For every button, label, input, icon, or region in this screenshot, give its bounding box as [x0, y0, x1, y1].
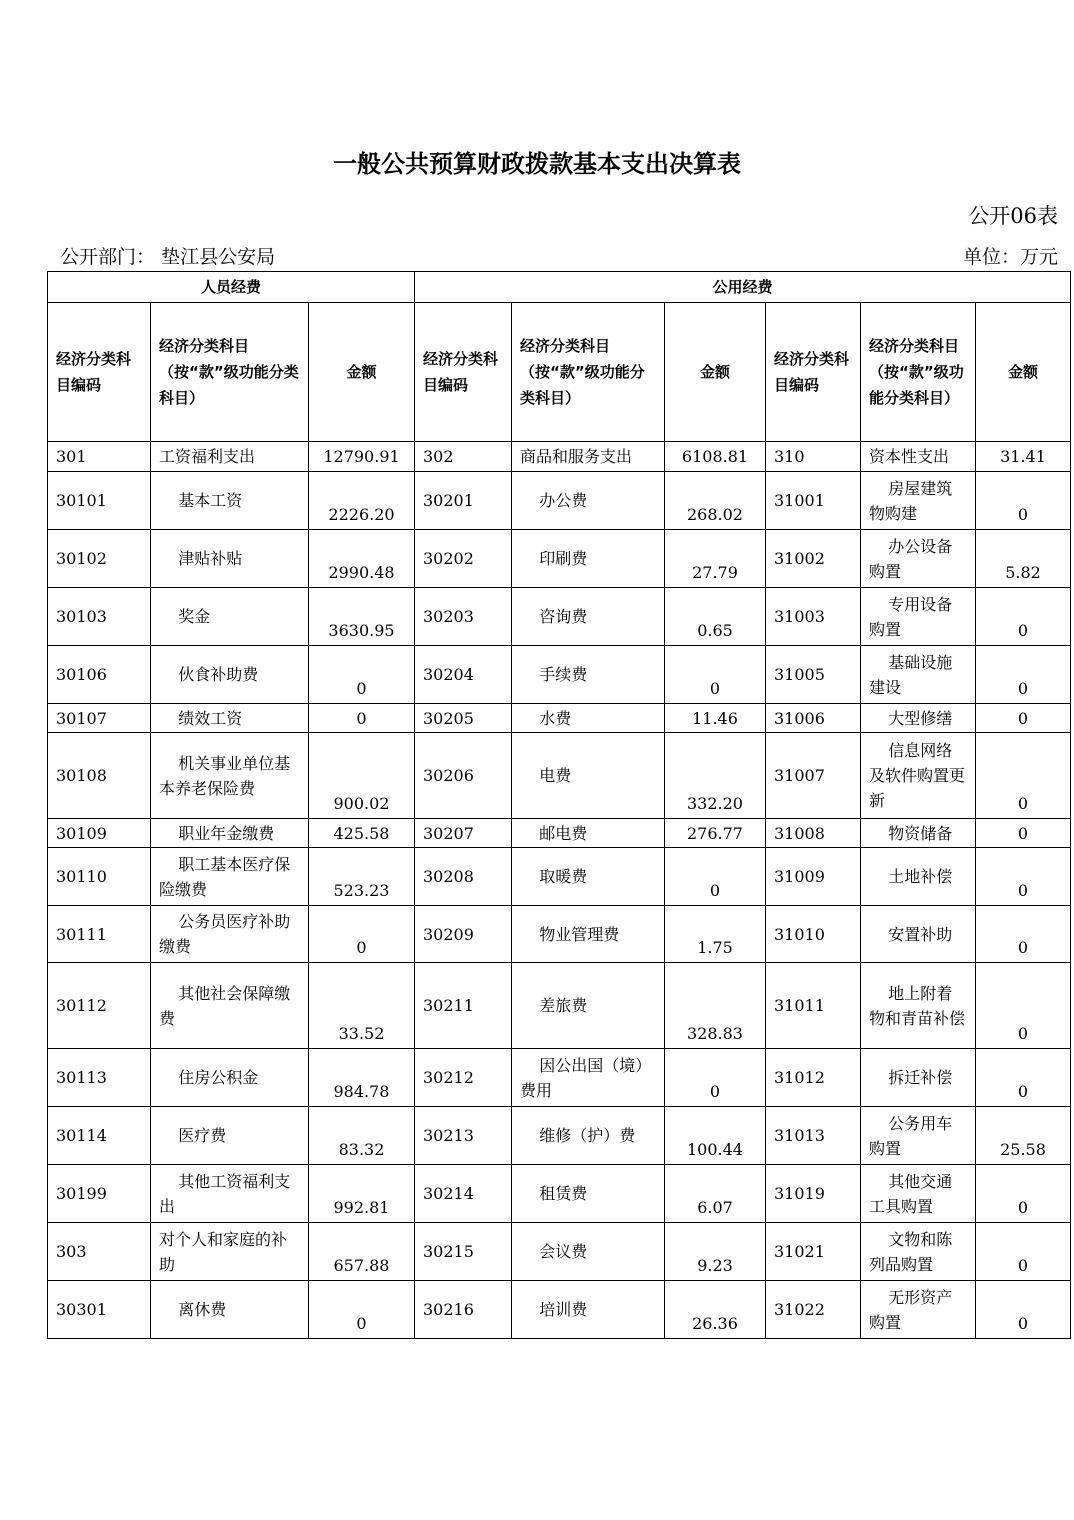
personnel-subject: 公务员医疗补助缴费: [151, 906, 309, 963]
table-row: [48, 906, 1071, 963]
table-row: [48, 646, 1071, 704]
public-code: 30206: [415, 733, 512, 819]
capital-amount: 0: [976, 646, 1071, 704]
public-amount: 1.75: [665, 906, 766, 963]
capital-amount: 31.41: [976, 442, 1071, 472]
table-row: [48, 1165, 1071, 1223]
capital-code: 31003: [766, 588, 861, 646]
public-code: 30204: [415, 646, 512, 704]
table-row: [48, 704, 1071, 733]
public-code: 30216: [415, 1281, 512, 1339]
capital-amount: 0: [976, 819, 1071, 848]
public-amount: 0: [665, 848, 766, 906]
public-amount: 328.83: [665, 963, 766, 1049]
capital-amount: 0: [976, 963, 1071, 1049]
public-subject: 咨询费: [512, 588, 665, 646]
personnel-code: 30107: [48, 704, 151, 733]
capital-amount: 25.58: [976, 1107, 1071, 1165]
capital-code: 31006: [766, 704, 861, 733]
personnel-amount: 425.58: [309, 819, 415, 848]
capital-amount: 0: [976, 704, 1071, 733]
public-amount: 26.36: [665, 1281, 766, 1339]
capital-code: 31009: [766, 848, 861, 906]
public-code: 30203: [415, 588, 512, 646]
public-subject: 印刷费: [512, 530, 665, 588]
capital-subject: 土地补偿: [861, 848, 976, 906]
capital-code: 31012: [766, 1049, 861, 1107]
public-code: 30207: [415, 819, 512, 848]
table-row: [48, 442, 1071, 472]
public-subject: 邮电费: [512, 819, 665, 848]
public-code: 30213: [415, 1107, 512, 1165]
table-row: [48, 530, 1071, 588]
capital-subject: 公务用车购置: [861, 1107, 976, 1165]
header-subject-1: 经济分类科目（按“款”级功能分类科目）: [151, 303, 309, 442]
public-code: 30205: [415, 704, 512, 733]
capital-code: 31002: [766, 530, 861, 588]
department: [60, 242, 275, 269]
header-subject-2: 经济分类科目（按“款”级功能分类科目）: [512, 303, 665, 442]
capital-amount: 0: [976, 848, 1071, 906]
personnel-code: 30108: [48, 733, 151, 819]
capital-amount: 0: [976, 906, 1071, 963]
capital-amount: 0: [976, 1049, 1071, 1107]
personnel-amount: 657.88: [309, 1223, 415, 1281]
group-personnel-header: 人员经费: [48, 272, 415, 303]
capital-code: 31022: [766, 1281, 861, 1339]
capital-amount: 0: [976, 1165, 1071, 1223]
personnel-amount: 0: [309, 1281, 415, 1339]
public-amount: 0.65: [665, 588, 766, 646]
personnel-amount: 12790.91: [309, 442, 415, 472]
expenditure-table: [47, 271, 1071, 1339]
capital-code: 31007: [766, 733, 861, 819]
public-amount: 9.23: [665, 1223, 766, 1281]
personnel-code: 30301: [48, 1281, 151, 1339]
personnel-subject: 工资福利支出: [151, 442, 309, 472]
capital-code: 31010: [766, 906, 861, 963]
personnel-amount: 900.02: [309, 733, 415, 819]
table-row: [48, 733, 1071, 819]
header-code-3: 经济分类科目编码: [766, 303, 861, 442]
public-amount: 332.20: [665, 733, 766, 819]
capital-code: 31005: [766, 646, 861, 704]
header-code-2: 经济分类科目编码: [415, 303, 512, 442]
personnel-amount: 0: [309, 646, 415, 704]
personnel-amount: 0: [309, 906, 415, 963]
header-amount-3: 金额: [976, 303, 1071, 442]
public-subject: 差旅费: [512, 963, 665, 1049]
header-amount-1: 金额: [309, 303, 415, 442]
group-public-header: 公用经费: [415, 272, 1071, 303]
public-subject: 水费: [512, 704, 665, 733]
personnel-amount: 33.52: [309, 963, 415, 1049]
personnel-subject: 离休费: [151, 1281, 309, 1339]
public-code: 30202: [415, 530, 512, 588]
public-subject: 电费: [512, 733, 665, 819]
public-amount: 276.77: [665, 819, 766, 848]
personnel-subject: 职工基本医疗保险缴费: [151, 848, 309, 906]
personnel-subject: 住房公积金: [151, 1049, 309, 1107]
table-row: [48, 1281, 1071, 1339]
personnel-code: 30109: [48, 819, 151, 848]
capital-code: 31011: [766, 963, 861, 1049]
capital-subject: 安置补助: [861, 906, 976, 963]
capital-code: 31001: [766, 472, 861, 530]
capital-code: 31019: [766, 1165, 861, 1223]
capital-amount: 0: [976, 472, 1071, 530]
personnel-subject: 伙食补助费: [151, 646, 309, 704]
personnel-code: 30112: [48, 963, 151, 1049]
public-amount: 0: [665, 646, 766, 704]
table-row: [48, 1049, 1071, 1107]
public-subject: 因公出国（境）费用: [512, 1049, 665, 1107]
personnel-subject: 奖金: [151, 588, 309, 646]
table-row: [48, 1223, 1071, 1281]
capital-subject: 无形资产购置: [861, 1281, 976, 1339]
personnel-amount: 2990.48: [309, 530, 415, 588]
personnel-amount: 0: [309, 704, 415, 733]
public-subject: 维修（护）费: [512, 1107, 665, 1165]
capital-subject: 房屋建筑物购建: [861, 472, 976, 530]
capital-code: 31008: [766, 819, 861, 848]
capital-subject: 地上附着物和青苗补偿: [861, 963, 976, 1049]
personnel-code: 30114: [48, 1107, 151, 1165]
public-code: 30215: [415, 1223, 512, 1281]
public-amount: 100.44: [665, 1107, 766, 1165]
capital-subject: 文物和陈列品购置: [861, 1223, 976, 1281]
public-code: 30209: [415, 906, 512, 963]
capital-code: 31021: [766, 1223, 861, 1281]
personnel-amount: 3630.95: [309, 588, 415, 646]
header-code-1: 经济分类科目编码: [48, 303, 151, 442]
personnel-code: 30101: [48, 472, 151, 530]
table-row: [48, 848, 1071, 906]
public-subject: 商品和服务支出: [512, 442, 665, 472]
capital-subject: 信息网络及软件购置更新: [861, 733, 976, 819]
department-name: 垫江县公安局: [161, 246, 276, 268]
capital-amount: 0: [976, 733, 1071, 819]
department-label: 公开部门：: [60, 246, 156, 268]
table-body: [48, 442, 1071, 1339]
capital-subject: 物资储备: [861, 819, 976, 848]
personnel-amount: 523.23: [309, 848, 415, 906]
capital-subject: 基础设施建设: [861, 646, 976, 704]
public-amount: 6108.81: [665, 442, 766, 472]
header-amount-2: 金额: [665, 303, 766, 442]
public-code: 30211: [415, 963, 512, 1049]
personnel-amount: 2226.20: [309, 472, 415, 530]
public-code: 30214: [415, 1165, 512, 1223]
public-amount: 11.46: [665, 704, 766, 733]
capital-code: 31013: [766, 1107, 861, 1165]
public-code: 302: [415, 442, 512, 472]
personnel-subject: 职业年金缴费: [151, 819, 309, 848]
public-subject: 会议费: [512, 1223, 665, 1281]
capital-code: 310: [766, 442, 861, 472]
personnel-code: 30102: [48, 530, 151, 588]
page-title: 一般公共预算财政拨款基本支出决算表: [333, 150, 741, 178]
personnel-subject: 绩效工资: [151, 704, 309, 733]
personnel-subject: 其他社会保障缴费: [151, 963, 309, 1049]
personnel-code: 30106: [48, 646, 151, 704]
unit-label: 单位：万元: [962, 246, 1058, 268]
table-row: [48, 963, 1071, 1049]
public-amount: 268.02: [665, 472, 766, 530]
personnel-code: 301: [48, 442, 151, 472]
personnel-code: 30111: [48, 906, 151, 963]
personnel-amount: 83.32: [309, 1107, 415, 1165]
public-subject: 租赁费: [512, 1165, 665, 1223]
capital-subject: 资本性支出: [861, 442, 976, 472]
personnel-code: 30199: [48, 1165, 151, 1223]
public-subject: 办公费: [512, 472, 665, 530]
public-code: 30212: [415, 1049, 512, 1107]
personnel-code: 303: [48, 1223, 151, 1281]
public-subject: 手续费: [512, 646, 665, 704]
table-row: [48, 819, 1071, 848]
table-row: [48, 472, 1071, 530]
personnel-code: 30110: [48, 848, 151, 906]
public-code: 30208: [415, 848, 512, 906]
capital-amount: 0: [976, 588, 1071, 646]
table-row: [48, 588, 1071, 646]
public-code: 30201: [415, 472, 512, 530]
capital-amount: 0: [976, 1223, 1071, 1281]
personnel-subject: 机关事业单位基本养老保险费: [151, 733, 309, 819]
public-amount: 0: [665, 1049, 766, 1107]
form-number: 公开06表: [968, 204, 1058, 228]
personnel-subject: 津贴补贴: [151, 530, 309, 588]
personnel-code: 30103: [48, 588, 151, 646]
capital-subject: 大型修缮: [861, 704, 976, 733]
public-amount: 6.07: [665, 1165, 766, 1223]
capital-subject: 专用设备购置: [861, 588, 976, 646]
personnel-subject: 对个人和家庭的补助: [151, 1223, 309, 1281]
public-subject: 培训费: [512, 1281, 665, 1339]
personnel-subject: 医疗费: [151, 1107, 309, 1165]
personnel-subject: 其他工资福利支出: [151, 1165, 309, 1223]
public-subject: 取暖费: [512, 848, 665, 906]
personnel-subject: 基本工资: [151, 472, 309, 530]
capital-subject: 拆迁补偿: [861, 1049, 976, 1107]
public-amount: 27.79: [665, 530, 766, 588]
public-subject: 物业管理费: [512, 906, 665, 963]
personnel-amount: 992.81: [309, 1165, 415, 1223]
table-row: [48, 1107, 1071, 1165]
capital-subject: 办公设备购置: [861, 530, 976, 588]
capital-amount: 0: [976, 1281, 1071, 1339]
personnel-code: 30113: [48, 1049, 151, 1107]
capital-subject: 其他交通工具购置: [861, 1165, 976, 1223]
header-subject-3: 经济分类科目（按“款”级功能分类科目）: [861, 303, 976, 442]
capital-amount: 5.82: [976, 530, 1071, 588]
personnel-amount: 984.78: [309, 1049, 415, 1107]
